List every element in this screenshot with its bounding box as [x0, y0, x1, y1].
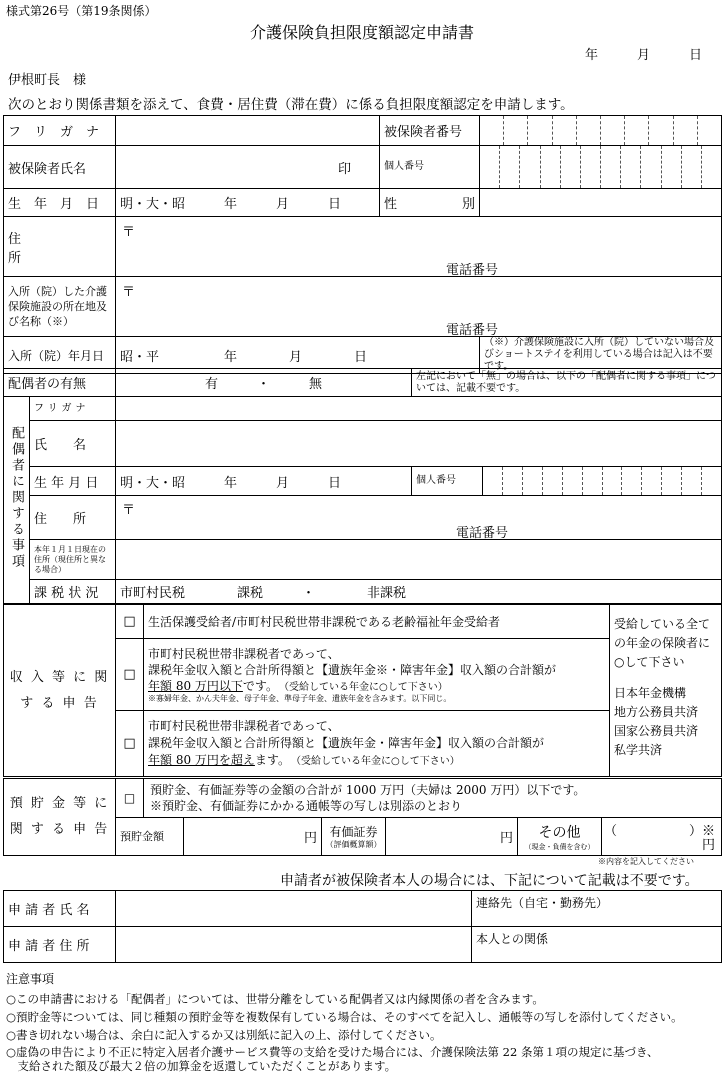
spouse-name-input[interactable] — [116, 421, 722, 467]
deposit-label: 預貯金額 — [116, 818, 184, 856]
address-label: 住 所 — [4, 217, 116, 277]
requester-relation[interactable]: 本人との関係 — [472, 927, 722, 963]
income-opt2-checkbox[interactable]: □ — [116, 639, 144, 711]
intro-text: 次のとおり関係書類を添えて、食費・居住費（滞在費）に係る負担限度額認定を申請します。 — [8, 97, 574, 113]
admission-input[interactable]: 昭・平 年 月 日 — [116, 337, 480, 374]
postal-mark: 〒 — [122, 225, 136, 240]
savings-note: ※内容を記入してください — [598, 857, 694, 866]
note-item: ○この申請書における「配偶者」については、世帯分離をしている配偶者又は内縁関係の者を含みます。 — [6, 992, 544, 1006]
insurer-panel — [610, 605, 722, 777]
note-item: 支給された額及び最大２倍の加算金を返還していただくことがあります。 — [6, 1059, 397, 1073]
spouse-personal-no-label: 個人番号 — [412, 467, 483, 495]
admission-label: 入所（院）年月日 — [4, 337, 116, 374]
spouse-phone-label: 電話番号 — [456, 526, 509, 540]
income-opt3-checkbox[interactable]: □ — [116, 711, 144, 777]
spouse-tax-label: 課 税 状 況 — [30, 580, 116, 604]
facility-input[interactable] — [116, 277, 722, 337]
spouse-furigana-input[interactable] — [116, 397, 722, 421]
insured-name-label: 被保険者氏名 — [4, 146, 116, 189]
applicant-table — [3, 115, 722, 374]
spouse-personal-no-input[interactable] — [412, 467, 722, 496]
spouse-prev-address-input[interactable] — [116, 540, 722, 580]
note-item: ○虚偽の申告により不正に特定入居者介護サービス費等の支給を受けた場合には、介護保険法第 22 条第１項の規定に基づき、 — [6, 1045, 659, 1059]
insured-no-input[interactable] — [480, 116, 722, 146]
spouse-postal-mark: 〒 — [122, 503, 136, 518]
insurer-instruction: 受給している全ての年金の保険者に○して下さい — [614, 617, 711, 669]
note-item: ○書き切れない場合は、余白に記入するか又は別紙に記入の上、添付してください。 — [6, 1028, 442, 1042]
date-field[interactable]: 年 月 日 — [585, 48, 703, 63]
insurer-item[interactable]: 日本年金機構 — [614, 686, 687, 700]
income-opt1-checkbox[interactable]: □ — [116, 605, 144, 639]
securities-input[interactable]: 円 — [386, 818, 518, 856]
furigana-label: フ リ ガ ナ — [4, 116, 116, 146]
spouse-address-input[interactable] — [116, 496, 722, 540]
personal-no-label: 個人番号 — [380, 146, 480, 189]
income-table — [3, 604, 722, 777]
notes-heading: 注意事項 — [6, 972, 55, 986]
requester-name-label: 申 請 者 氏 名 — [4, 891, 116, 927]
income-opt1-text: 生活保護受給者/市町村民税世帯非課税である老齢福祉年金受給者 — [144, 605, 610, 639]
form-title: 介護保険負担限度額認定申請書 — [249, 23, 474, 42]
addressee: 伊根町長 様 — [8, 73, 87, 88]
insured-no-label: 被保険者番号 — [380, 116, 480, 146]
spouse-birth-input[interactable]: 明・大・昭 年 月 日 — [116, 467, 412, 496]
spouse-has-label: 配偶者の有無 — [4, 369, 116, 397]
facility-phone-label: 電話番号 — [446, 323, 499, 337]
spouse-prev-address-label: 本年１月１日現在の住所（現住所と異なる場合） — [30, 540, 116, 580]
spouse-table — [3, 368, 722, 604]
savings-checkbox[interactable]: □ — [116, 779, 144, 817]
seal-mark: 印 — [337, 161, 351, 177]
personal-no-input[interactable] — [480, 146, 722, 189]
other-label: その他 （現金・負債を含む） — [518, 818, 602, 856]
facility-label: 入所（院）した介護保険施設の所在地及び名称（※） — [4, 277, 116, 337]
requester-address-input[interactable] — [116, 927, 472, 963]
birth-label: 生 年 月 日 — [4, 189, 116, 217]
savings-declaration: □ 預貯金、有価証券等の金額の合計が 1000 万円（夫婦は 2000 万円）以下です。 ※預貯金、有価証券にかかる通帳等の写しは別添のとおり — [116, 779, 722, 818]
savings-side-label: 預 貯 金 等 に 関 す る 申 告 — [4, 779, 116, 856]
spouse-name-label: 氏 名 — [30, 421, 116, 467]
income-opt2-text: 市町村民税世帯非課税者であって、 課税年金収入額と合計所得額と【遺族年金※・障害年金】収入額の合計額が 年額 80 万円以下です。 （受給している年金に○して下さい） ※寡婦年金、かん夫年金、母子年金、準母子年金、遺族年金を含みます。以下同じ。 — [144, 639, 610, 711]
deposit-input[interactable]: 円 — [184, 818, 322, 856]
other-input[interactable]: （ ）※ 円 — [602, 818, 722, 856]
facility-postal-mark: 〒 — [122, 285, 136, 300]
furigana-input[interactable] — [116, 116, 380, 146]
spouse-furigana-label: フリガナ — [30, 397, 116, 421]
spouse-side-label: 配偶者に関する事項 — [4, 397, 30, 604]
savings-table — [3, 778, 722, 856]
requester-notice: 申請者が被保険者本人の場合には、下記について記載は不要です。 — [280, 873, 699, 889]
form-number: 様式第26号（第19条関係） — [6, 4, 157, 18]
sex-input[interactable] — [480, 189, 722, 217]
securities-label: 有価証券 （評価概算額） — [322, 818, 386, 856]
requester-contact[interactable]: 連絡先（自宅・勤務先） — [472, 891, 722, 927]
address-input[interactable] — [116, 217, 722, 277]
requester-address-label: 申 請 者 住 所 — [4, 927, 116, 963]
admission-note: （※）介護保険施設に入所（院）していない場合及びショートステイを利用している場合は記入は不要です。 — [480, 337, 722, 374]
spouse-birth-label: 生 年 月 日 — [30, 467, 116, 496]
sex-label: 性 別 — [380, 189, 480, 217]
insurer-item[interactable]: 国家公務員共済 — [614, 724, 699, 738]
requester-name-input[interactable] — [116, 891, 472, 927]
requester-table — [3, 890, 722, 963]
spouse-has-note: 左記において「無」の場合は、以下の「配偶者に関する事項」については、記載不要です。 — [412, 369, 722, 397]
spouse-has-input[interactable]: 有 ・ 無 — [116, 369, 412, 397]
income-side-label: 収 入 等 に 関 す る 申 告 — [4, 605, 116, 777]
birth-input[interactable]: 明・大・昭 年 月 日 — [116, 189, 380, 217]
spouse-address-label: 住 所 — [30, 496, 116, 540]
spouse-tax-input[interactable]: 市町村民税 課税 ・ 非課税 — [116, 580, 722, 604]
insured-name-input[interactable] — [116, 146, 380, 189]
phone-label: 電話番号 — [446, 263, 499, 277]
insurer-item[interactable]: 私学共済 — [614, 743, 663, 757]
note-item: ○預貯金等については、同じ種類の預貯金等を複数保有している場合は、そのすべてを記入し、通帳等の写しを添付してください。 — [6, 1010, 683, 1024]
insurer-item[interactable]: 地方公務員共済 — [614, 705, 699, 719]
income-opt3-text: 市町村民税世帯非課税者であって、 課税年金収入額と合計所得額と【遺族年金・障害年金】収入額の合計額が 年額 80 万円を超えます。 （受給している年金に○して下さい） — [144, 711, 610, 777]
